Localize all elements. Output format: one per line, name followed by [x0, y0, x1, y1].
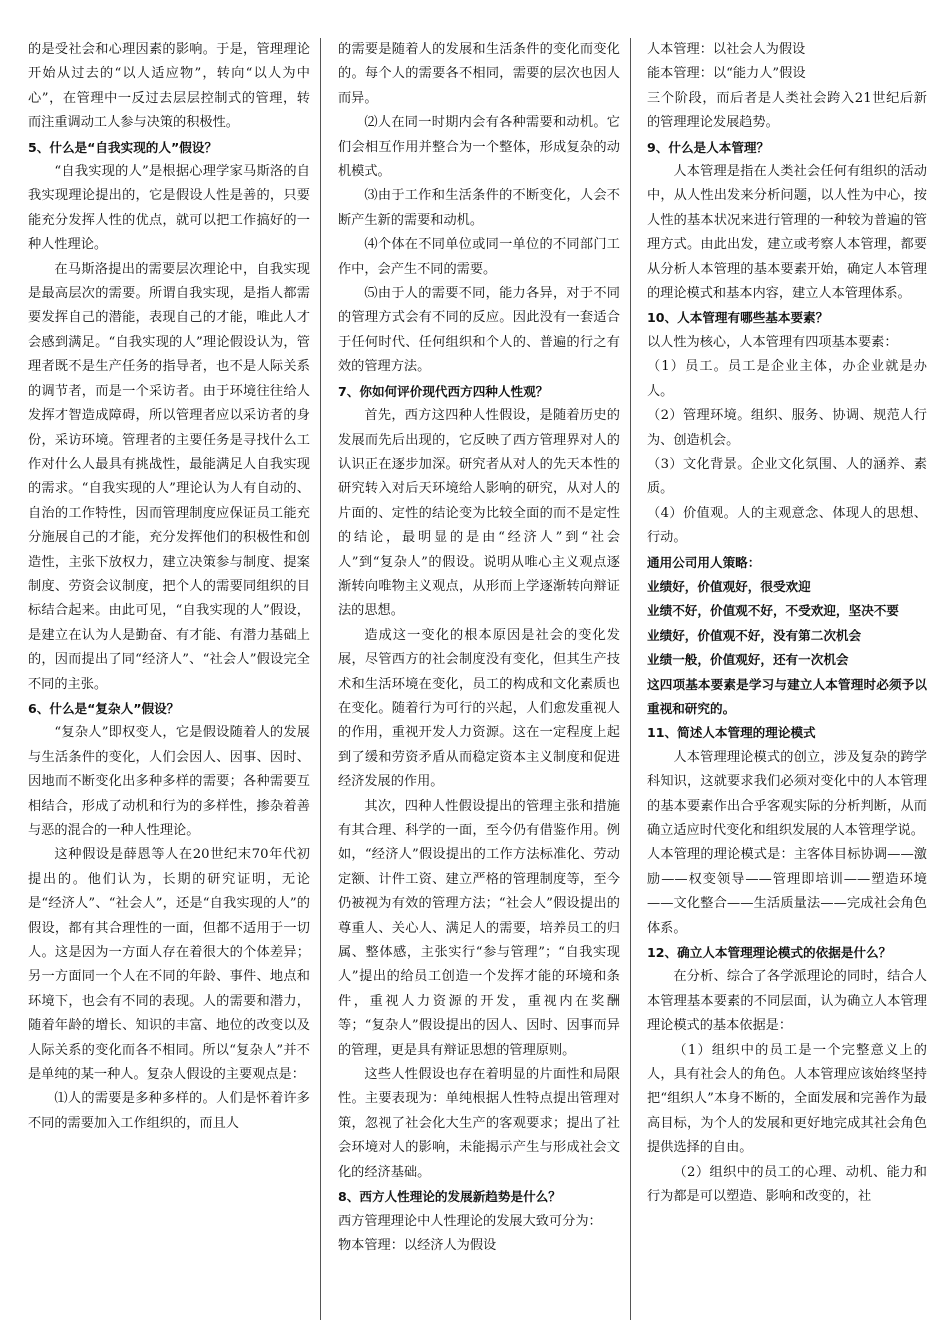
paragraph: 人本管理的理论模式是：主客体目标协调——激励——权变领导——管理即培训——塑造环境——文化整合——生活质量法——完成社会角色体系。 [647, 847, 927, 936]
paragraph: 以人性为核心，人本管理有四项基本要素： [647, 334, 898, 350]
bold-paragraph: 业绩一般，价值观好，还有一次机会 [647, 652, 849, 668]
paragraph: （2）管理环境。组织、服务、协调、规范人行为、创造机会。 [647, 408, 927, 448]
bold-paragraph: 通用公司用人策略： [647, 554, 761, 570]
paragraph: 的是受社会和心理因素的影响。于是，管理理论开始从过去的“以人适应物”，转向“以人为中心”，在管理中一反过去层层控制式的管理，转而注重调动工人参与决策的积极性。 [28, 42, 310, 131]
section-heading: 5、什么是“自我实现的人”假设？ [28, 139, 218, 155]
section-heading: 8、西方人性理论的发展新趋势是什么？ [338, 1189, 561, 1205]
bold-paragraph: 业绩好，价值观好，很受欢迎 [647, 578, 811, 594]
column-3 [647, 38, 927, 1338]
paragraph: ⑵人在同一时期内会有各种需要和动机。它们会相互作用并整合为一个整体，形成复杂的动机模式。 [338, 115, 620, 180]
paragraph: ⑴人的需要是多种多样的。人们是怀着许多不同的需要加入工作组织的，而且人 [28, 1091, 310, 1131]
section-heading: 6、什么是“复杂人”假设？ [28, 700, 180, 716]
section-heading: 10、人本管理有哪些基本要素？ [647, 310, 829, 326]
paragraph: ⑶由于工作和生活条件的不断变化，人会不断产生新的需要和动机。 [338, 188, 620, 228]
paragraph: 能本管理：以“能力人”假设 [647, 66, 806, 82]
paragraph: 在分析、综合了各学派理论的同时，结合人本管理基本要素的不同层面，认为确立人本管理理论模式的基本依据是： [647, 969, 927, 1034]
bold-paragraph: 业绩好，价值观不好，没有第二次机会 [647, 627, 862, 643]
paragraph: ⑷个体在不同单位或同一单位的不同部门工作中，会产生不同的需要。 [338, 237, 620, 277]
paragraph: （3）文化背景。企业文化氛围、人的涵养、素质。 [647, 456, 927, 497]
paragraph: “复杂人”即权变人，它是假设随着人的发展与生活条件的变化，人们会因人、因事、因时、因地而不断变化出多种多样的需要；各种需要互相结合，形成了动机和行为的多样性，掺杂着善与恶的混合的一种人性理论。 [28, 725, 310, 838]
paragraph: 这种假设是薛恩等人在20世纪末70年代初提出的。他们认为，长期的研究证明，无论是“经济人”、“社会人”，还是“自我实现的人”的假设，都有其合理性的一面，但都不适用于一切人。这是因为一方面人存在着很大的个体差异；另一方面同一个人在不同的年龄、事件、地点和环境下，也会有不同的表现。人的需要和潜力，随着年龄的增长、知识的丰富、地位的改变以及人际关系的变化而各不相同。所以“复杂人”并不是单纯的某一种人。复杂人假设的主要观点是： [28, 847, 310, 1083]
paragraph: （1）员工。员工是企业主体，办企业就是办人。 [647, 359, 927, 399]
column-2 [338, 38, 620, 1338]
paragraph: 造成这一变化的根本原因是社会的变化发展，尽管西方的社会制度没有变化，但其生产技术和生活环境在变化，员工的构成和文化素质也在变化。随着行为可行的兴起，人们愈发重视人的作用，重视开发人力资源。这在一定程度上起到了缓和劳资矛盾从而稳定资本主义制度和促进经济发展的作用。 [338, 627, 620, 790]
paragraph: 物本管理：以经济人为假设 [338, 1237, 497, 1253]
paragraph: 的需要是随着人的发展和生活条件的变化而变化的。每个人的需要各不相同，需要的层次也因人而异。 [338, 42, 620, 106]
paragraph: 西方管理理论中人性理论的发展大致可分为： [338, 1213, 602, 1229]
paragraph: 其次，四种人性假设提出的管理主张和措施有其合理、科学的一面，至今仍有借鉴作用。例如，“经济人”假设提出的工作方法标准化、劳动定额、计件工资、建立严格的管理制度等，至今仍被视为有效的管理方法；“社会人”假设提出的尊重人、关心人、满足人的需要，培养员工的归属、整体感，主张实行“参与管理”；“自我实现人”提出的给员工创造一个发挥才能的环境和条件，重视人力资源的开发，重视内在奖酬等；“复杂人”假设提出的因人、因时、因事而异的管理，更是具有辩证思想的管理原则。 [338, 798, 620, 1058]
column-divider [320, 38, 321, 1320]
paragraph: 这些人性假设也存在着明显的片面性和局限性。主要表现为：单纯根据人性特点提出管理对策，忽视了社会化大生产的客观要求；提出了社会环境对人的影响，未能揭示产生与形成社会文化的经济基础。 [338, 1067, 620, 1180]
bold-paragraph: 业绩不好，价值观不好，不受欢迎，坚决不要 [647, 603, 899, 619]
section-heading: 9、什么是人本管理？ [647, 139, 770, 155]
paragraph: 人本管理是指在人类社会任何有组织的活动中，从人性出发来分析问题，以人性为中心，按人性的基本状况来进行管理的一种较为普遍的管理方式。由此出发，建立或考察人本管理，都要从分析人本管理的基本要素开始，确定人本管理的理论模式和基本内容，建立人本管理体系。 [647, 164, 927, 302]
paragraph: 首先，西方这四种人性假设，是随着历史的发展而先后出现的，它反映了西方管理界对人的认识正在逐步加深。研究者从对人的先天本性的研究转入对后天环境给人影响的研究，从对人的片面的、定性的结论变为比较全面的而不是定性的结论，最明显的是由“经济人”到“社会人”到“复杂人”的假设。说明从唯心主义观点逐渐转向唯物主义观点，从形而上学逐渐转向辩证法的思想。 [338, 408, 620, 619]
section-heading: 11、简述人本管理的理论模式 [647, 725, 816, 741]
paragraph: （1）组织中的员工是一个完整意义上的人，具有社会人的角色。人本管理应该始终坚持把“组织人”本身不断的，全面发展和完善作为最高目标，为个人的发展和更好地完成其社会角色提供选择的自由。 [647, 1042, 927, 1156]
paragraph: 人本管理理论模式的创立，涉及复杂的跨学科知识，这就要求我们必须对变化中的人本管理的基本要素作出合乎客观实际的分析判断，从而确立适应时代变化和组织发展的人本管理学说。 [647, 749, 927, 838]
paragraph: （2）组织中的员工的心理、动机、能力和行为都是可以塑造、影响和改变的，社 [647, 1164, 927, 1205]
paragraph: 三个阶段，而后者是人类社会跨入21世纪后新的管理理论发展趋势。 [647, 90, 927, 131]
paragraph: ⑸由于人的需要不同，能力各异，对于不同的管理方式会有不同的反应。因此没有一套适合于任何时代、任何组织和个人的、普遍的行之有效的管理方法。 [338, 286, 620, 375]
column-divider [630, 38, 631, 1320]
bold-paragraph: 这四项基本要素是学习与建立人本管理时必须予以重视和研究的。 [647, 676, 927, 716]
paragraph: （4）价值观。人的主观意念、体现人的思想、行动。 [647, 505, 927, 546]
section-heading: 7、你如何评价现代西方四种人性观？ [338, 383, 549, 399]
paragraph: “自我实现的人”是根据心理学家马斯洛的自我实现理论提出的，它是假设人性是善的，只要能充分发挥人性的优点，就可以把工作搞好的一种人性理论。 [28, 164, 310, 253]
section-heading: 12、确立人本管理理论模式的依据是什么？ [647, 945, 892, 961]
paragraph: 在马斯洛提出的需要层次理论中，自我实现是最高层次的需要。所谓自我实现，是指人都需要发挥自己的潜能，表现自己的才能，唯此人才会感到满足。“自我实现的人”理论假设认为，管理者既不是生产任务的指导者，也不是人际关系的调节者，而是一个采访者。由于环境往往给人发挥才智造成障碍，所以管理者应以采访者的身份，采访环境。管理者的主要任务是寻找什么工作对什么人最具有挑战性，最能满足人自我实现的需求。“自我实现的人”理论认为人有自动的、自治的工作特性，因而管理制度应保证员工能充分施展自己的才能，充分发挥他们的积极性和创造性，主张下放权力，建立决策参与制度、提案制度、劳资会议制度，把个人的需要同组织的目标结合起来。由此可见，“自我实现的人”假设，是建立在认为人是勤奋、有才能、有潜力基础上的，因而提出了同“经济人”、“社会人”假设完全不同的主张。 [28, 261, 310, 692]
paragraph: 人本管理：以社会人为假设 [647, 42, 806, 57]
column-1 [28, 38, 310, 1338]
